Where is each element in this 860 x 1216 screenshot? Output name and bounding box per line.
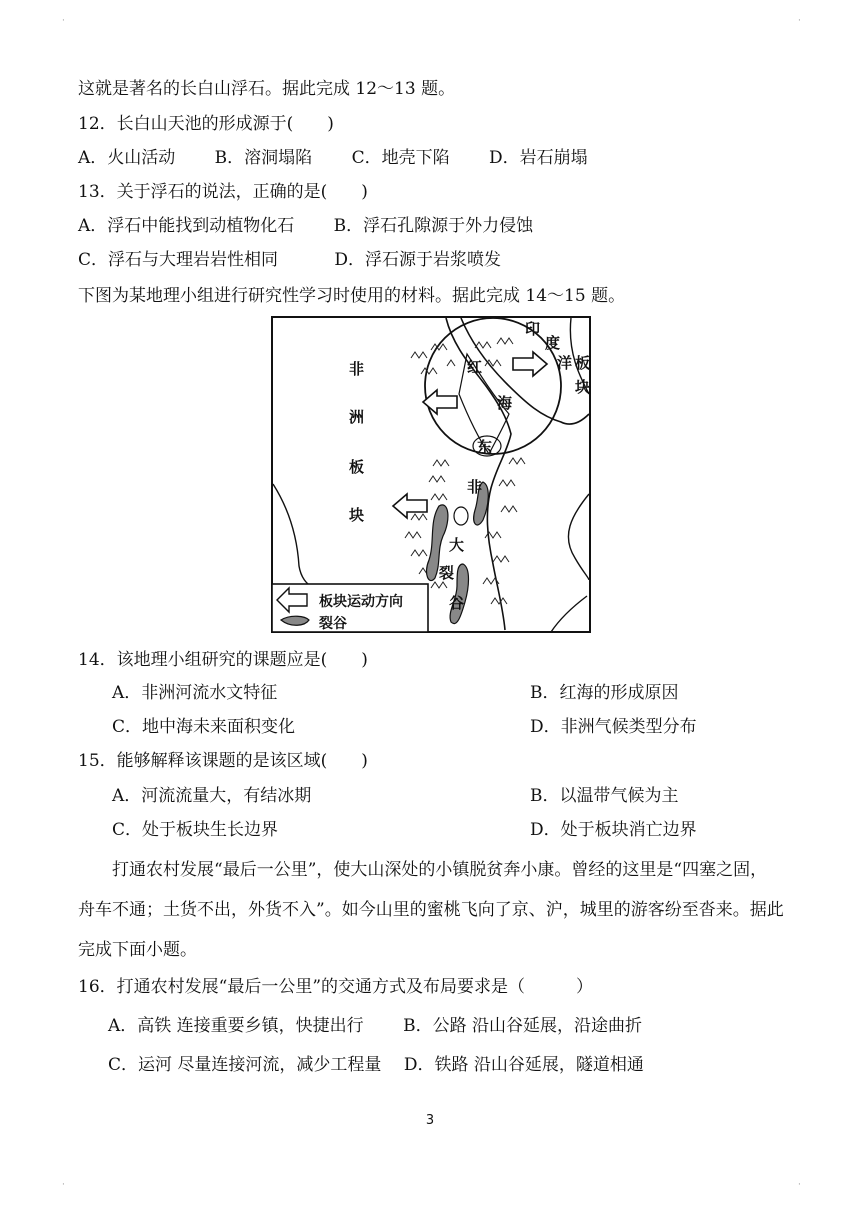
question-15: 15．能够解释该课题的是该区域( ) — [78, 751, 368, 771]
svg-text:裂: 裂 — [439, 564, 455, 582]
intro-14: 下图为某地理小组进行研究性学习时使用的材料。据此完成 14～15 题。 — [78, 286, 626, 306]
svg-text:洲: 洲 — [349, 408, 365, 426]
question-13-options-cd: C．浮石与大理岩岩性相同 D．浮石源于岩浆喷发 — [78, 250, 502, 270]
svg-text:红: 红 — [467, 358, 483, 376]
question-16-options-ab: A．高铁 连接重要乡镇，快捷出行 B．公路 沿山谷延展，沿途曲折 — [108, 1016, 642, 1036]
q14-option-b: B．红海的形成原因 — [530, 683, 679, 703]
question-13: 13．关于浮石的说法，正确的是( ) — [78, 182, 368, 202]
q15-option-d: D．处于板块消亡边界 — [530, 820, 697, 840]
q14-option-d: D．非洲气候类型分布 — [530, 717, 697, 737]
corner-mark: · — [798, 1180, 801, 1190]
svg-text:块: 块 — [349, 506, 365, 524]
svg-text:谷: 谷 — [449, 594, 465, 612]
svg-text:东: 东 — [477, 438, 493, 456]
question-12-options: A．火山活动 B．溶洞塌陷 C．地壳下陷 D．岩石崩塌 — [78, 148, 588, 168]
svg-text:板: 板 — [575, 354, 591, 372]
legend-arrow-label: 板块运动方向 — [319, 594, 403, 610]
q15-option-a: A．河流流量大，有结冰期 — [112, 786, 312, 806]
corner-mark: · — [62, 16, 65, 26]
svg-text:非: 非 — [467, 478, 483, 496]
svg-text:大: 大 — [449, 536, 465, 554]
question-16: 16．打通农村发展“最后一公里”的交通方式及布局要求是（ ） — [78, 977, 594, 997]
svg-text:非: 非 — [349, 360, 365, 378]
legend-rift-label: 裂谷 — [319, 616, 347, 632]
question-12: 12．长白山天池的形成源于( ) — [78, 114, 334, 134]
svg-text:洋: 洋 — [557, 354, 573, 372]
svg-text:板: 板 — [349, 458, 365, 476]
intro-text: 这就是著名的长白山浮石。据此完成 12～13 题。 — [78, 79, 456, 99]
q15-option-b: B．以温带气候为主 — [530, 786, 679, 806]
passage-16: 打通农村发展“最后一公里”，使大山深处的小镇脱贫奔小康。曾经的这里是“四塞之固，舟车不通；土货不出，外货不入”。如今山里的蜜桃飞向了京、沪，城里的游客纷至沓来。据此完成下面小题。 — [78, 860, 784, 960]
page-number: 3 — [425, 1113, 435, 1128]
question-16-options-cd: C．运河 尽量连接河流，减少工程量 D．铁路 沿山谷延展，隧道相通 — [108, 1055, 644, 1075]
question-13-options-ab: A．浮石中能找到动植物化石 B．浮石孔隙源于外力侵蚀 — [78, 216, 534, 236]
q14-option-a: A．非洲河流水文特征 — [112, 683, 278, 703]
corner-mark: · — [798, 16, 801, 26]
svg-text:印: 印 — [525, 320, 541, 338]
svg-text:海: 海 — [497, 394, 513, 412]
question-14: 14．该地理小组研究的课题应是( ) — [78, 650, 368, 670]
q14-option-c: C．地中海未来面积变化 — [112, 717, 296, 737]
svg-text:度: 度 — [545, 334, 561, 352]
q15-option-c: C．处于板块生长边界 — [112, 820, 279, 840]
svg-text:块: 块 — [575, 378, 591, 396]
map-legend — [272, 584, 428, 632]
corner-mark: · — [62, 1180, 65, 1190]
rift-valley-map — [271, 316, 591, 634]
